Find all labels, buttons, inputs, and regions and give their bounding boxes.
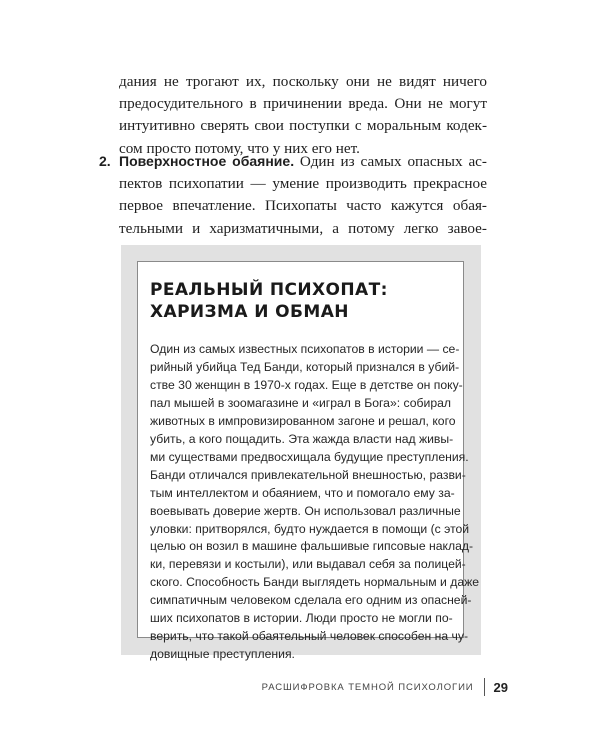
sidebar-panel <box>121 245 481 662</box>
sidebar-text-line: целью он возил в машине фальшивые гипсовые наклад- <box>150 539 474 554</box>
sidebar-text-line: довищные преступления. <box>150 647 295 662</box>
sidebar-body <box>150 341 480 664</box>
text-line: предосудительного в причинении вреда. Они не могут <box>119 95 487 113</box>
sidebar-text-line: ского. Способность Банди выглядеть нормальным и даже <box>150 575 480 590</box>
sidebar-text-line: рийный убийца Тед Банди, который признался в убий- <box>150 359 460 374</box>
sidebar-text-line: уловки: притворялся, будто нуждается в помощи (с этой <box>150 521 470 536</box>
sidebar-title-line: ХАРИЗМА И ОБМАН <box>150 302 349 322</box>
text-line: сом просто потому, что у них его нет. <box>119 139 360 157</box>
footer-divider <box>484 678 485 696</box>
text-line: первое впечатление. Психопаты часто кажутся обая- <box>119 197 487 215</box>
sidebar-text-line: ми существами предвосхищала будущие преступления. <box>150 449 469 464</box>
sidebar-text-line: убить, а кого пощадить. Эта жажда власти над живы- <box>150 431 454 446</box>
body-paragraph <box>119 71 487 160</box>
page-number: 29 <box>493 679 508 695</box>
sidebar-text-line: животных в импровизированном загоне и решал, кого <box>150 413 456 428</box>
sidebar-text-line: ших психопатов в истории. Люди просто не могли по- <box>150 611 453 626</box>
text-line: интуитивно сверять свои поступки с моральным кодек- <box>119 117 487 135</box>
sidebar-text-line: Один из самых известных психопатов в истории — се- <box>150 342 460 356</box>
running-title: РАСШИФРОВКА ТЕМНОЙ ПСИХОЛОГИИ <box>261 681 474 693</box>
sidebar-text-line: симпатичным человеком сделала его одним из опасней- <box>150 593 472 608</box>
sidebar-text-line: стве 30 женщин в 1970-х годах. Еще в детстве он поку- <box>150 377 463 392</box>
text-line: пектов психопатии — умение производить прекрасное <box>119 175 487 193</box>
page-footer <box>262 677 508 697</box>
text-line: дания не трогают их, поскольку они не видят ничего <box>119 73 487 90</box>
list-item-term: Поверхностное обаяние. <box>119 153 295 169</box>
sidebar-text-line: Банди отличался привлекательной внешностью, разви- <box>150 467 466 482</box>
text-line <box>119 150 487 173</box>
sidebar-text-line: верить, что такой обаятельный человек способен на чу- <box>150 629 469 644</box>
numbered-list-item <box>99 150 487 240</box>
sidebar-box <box>137 261 480 662</box>
sidebar-title <box>150 279 450 323</box>
text-line: тельными и харизматичными, а потому легко завое- <box>119 219 487 237</box>
sidebar-text-line: воевывать доверие жертв. Он использовал различные <box>150 503 461 518</box>
sidebar-text-line: тым интеллектом и обаянием, что и помогало ему за- <box>150 485 455 500</box>
sidebar-title-line: РЕАЛЬНЫЙ ПСИХОПАТ: <box>150 280 388 300</box>
list-number: 2. <box>99 153 111 169</box>
sidebar-text-line: пал мышей в зоомагазине и «играл в Бога»: собирал <box>150 395 451 410</box>
sidebar-text-line: ки, перевязи и костыли), или выдавал себя за полицей- <box>150 557 466 572</box>
list-item-text: Один из самых опасных ас- <box>294 153 487 170</box>
